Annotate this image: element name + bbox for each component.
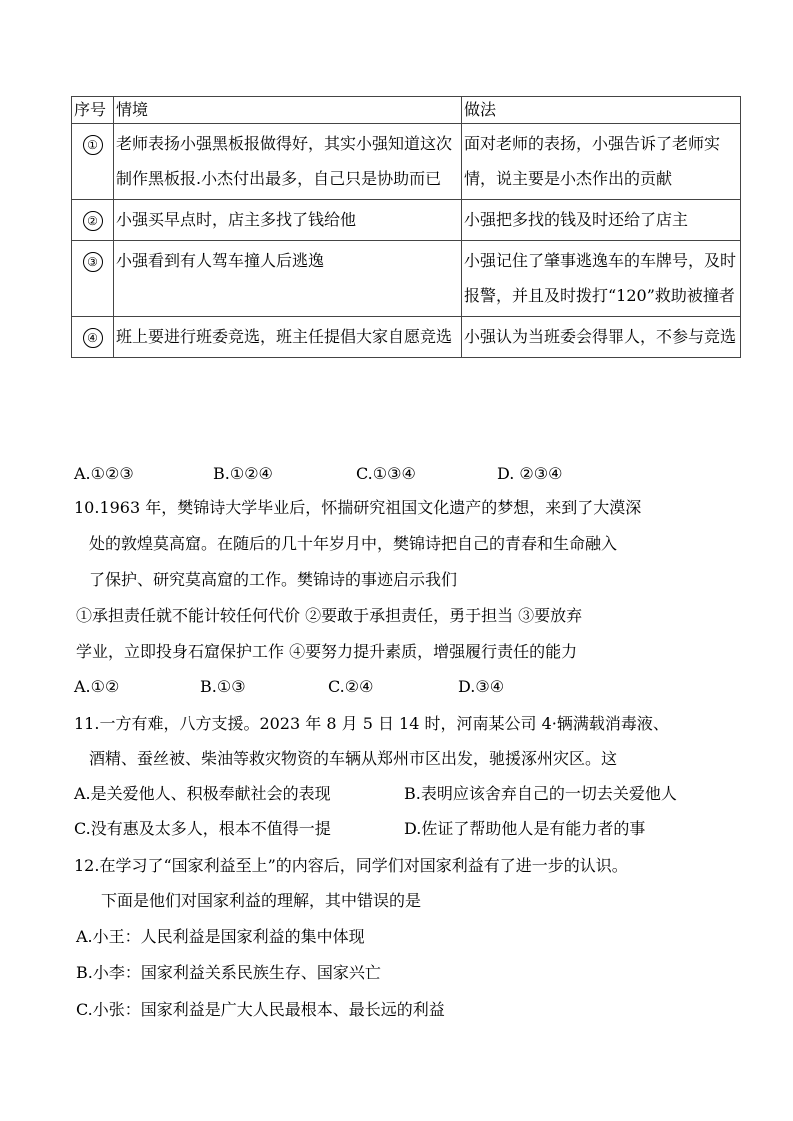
q12-option-b: B.小李：国家利益关系民族生存、国家兴亡 xyxy=(76,963,381,982)
q10-stem-line: 了保护、研究莫高窟的工作。樊锦诗的事迹启示我们 xyxy=(89,570,458,589)
q10-statements-line: ①承担责任就不能计较任何代价 ②要敢于承担责任，勇于担当 ③要放弃 xyxy=(76,606,583,625)
header-num: 序号 xyxy=(72,97,114,124)
q12-stem-line: 下面是他们对国家利益的理解，其中错误的是 xyxy=(101,891,422,910)
q11-stem-line: 酒精、蚕丝被、柴油等救灾物资的车辆从郑州市区出发，驰援涿州灾区。这 xyxy=(89,749,618,768)
q12-stem-line: 12.在学习了“国家利益至上”的内容后，同学们对国家利益有了进一步的认识。 xyxy=(74,856,628,875)
row-number: ④ xyxy=(72,317,114,358)
table-row xyxy=(72,241,741,317)
q9-option-a: A.①②③ xyxy=(74,464,134,483)
row-situation: 老师表扬小强黑板报做得好，其实小强知道这次制作黑板报.小杰付出最多，自己只是协助而已 xyxy=(114,124,462,200)
header-action: 做法 xyxy=(462,97,741,124)
q10-option-d: D.③④ xyxy=(458,677,505,696)
header-situation: 情境 xyxy=(114,97,462,124)
q10-option-a: A.①② xyxy=(74,677,120,696)
row-number: ③ xyxy=(72,241,114,317)
q11-option-b: B.表明应该舍弃自己的一切去关爱他人 xyxy=(404,784,677,803)
q11-option-a: A.是关爱他人、积极奉献社会的表现 xyxy=(74,784,331,803)
row-action: 小强记住了肇事逃逸车的车牌号，及时报警，并且及时拨打“120”救助被撞者 xyxy=(462,241,741,317)
q10-stem-line: 10.1963 年，樊锦诗大学毕业后，怀揣研究祖国文化遗产的梦想，来到了大漠深 xyxy=(74,498,642,517)
q10-stem-line: 处的敦煌莫高窟。在随后的几十年岁月中，樊锦诗把自己的青春和生命融入 xyxy=(89,534,618,553)
table-header-row xyxy=(72,97,741,124)
scenario-table xyxy=(71,96,741,358)
row-situation: 班上要进行班委竞选，班主任提倡大家自愿竞选 xyxy=(114,317,462,358)
q12-option-a: A.小王：人民利益是国家利益的集中体现 xyxy=(76,927,365,946)
q9-option-c: C.①③④ xyxy=(356,464,416,483)
q9-option-b: B.①②④ xyxy=(213,464,273,483)
q11-option-d: D.佐证了帮助他人是有能力者的事 xyxy=(404,819,646,838)
row-action: 小强把多找的钱及时还给了店主 xyxy=(462,200,741,241)
q10-statements-line: 学业，立即投身石窟保护工作 ④要努力提升素质，增强履行责任的能力 xyxy=(76,642,578,661)
q10-option-b: B.①③ xyxy=(200,677,246,696)
row-number: ② xyxy=(72,200,114,241)
row-situation: 小强买早点时，店主多找了钱给他 xyxy=(114,200,462,241)
row-situation: 小强看到有人驾车撞人后逃逸 xyxy=(114,241,462,317)
q10-option-c: C.②④ xyxy=(328,677,374,696)
row-action: 面对老师的表扬，小强告诉了老师实情，说主要是小杰作出的贡献 xyxy=(462,124,741,200)
q11-option-c: C.没有惠及太多人，根本不值得一提 xyxy=(74,819,331,838)
row-action: 小强认为当班委会得罪人，不参与竞选 xyxy=(462,317,741,358)
q9-option-d: D. ②③④ xyxy=(497,464,563,483)
table-row xyxy=(72,317,741,358)
q12-option-c: C.小张：国家利益是广大人民最根本、最长远的利益 xyxy=(76,1000,445,1019)
table-row xyxy=(72,200,741,241)
q11-stem-line: 11.一方有难，八方支援。2023 年 8 月 5 日 14 时，河南某公司 4·辆满载消毒液、 xyxy=(74,714,669,733)
row-number: ① xyxy=(72,124,114,200)
table-row xyxy=(72,124,741,200)
